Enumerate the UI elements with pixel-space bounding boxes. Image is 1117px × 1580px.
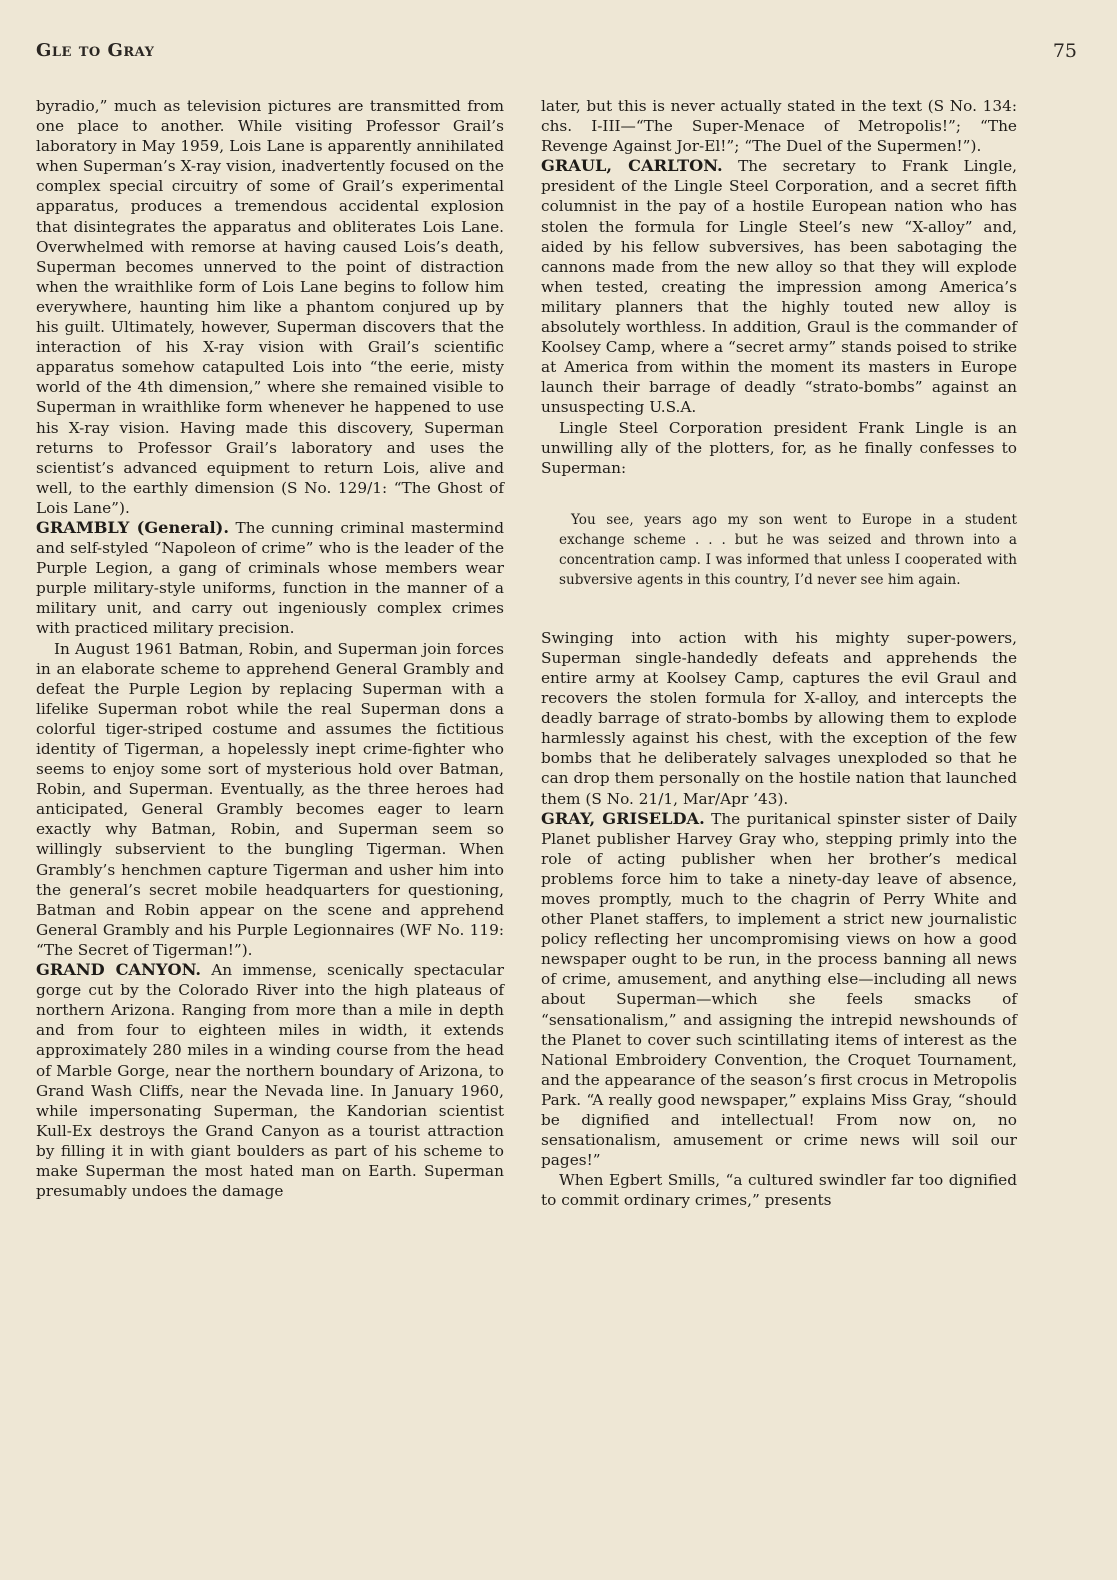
page-number: 75 <box>1052 40 1077 62</box>
paragraph-grail-conclusion: byradio,” much as television pictures are transmitted from one place to another. While visiting Professor Grail’s laboratory in May 1959, Lois Lane is apparently annihilated when Superman’s X-ray vision, inadvertently focused on the complex special circuitry of some of Grail’s experimental apparatus, produces a tremendous accidental explosion that disintegrates the apparatus and obliterates Lois Lane. Overwhelmed with remorse at having caused Lois’s death, Superman becomes unnerved to the point of distraction when the wraithlike form of Lois Lane begins to follow him everywhere, haunting him like a phantom conjured up by his guilt. Ultimately, however, Superman discovers that the interaction of his X-ray vision with Grail’s scientific apparatus somehow catapulted Lois into “the eerie, misty world of the 4th dimension,” where she remained visible to Superman in wraithlike form whenever he happened to use his X-ray vision. Having made this discovery, Superman returns to Professor Grail’s laboratory and uses the scientist’s advanced equipment to return Lois, alive and well, to the earthly dimension (S No. 129/1: “The Ghost of Lois Lane”). <box>36 97 504 517</box>
entry-grand-canyon <box>36 960 504 1201</box>
right-column <box>541 96 1017 1211</box>
block-quote-text: You see, years ago my son went to Europe in a student exchange scheme . . . but he was seized and thrown into a concentration camp. I was informed that unless I cooperated with subversive agents in this country, I’d never see him again. <box>559 511 1017 588</box>
entry-body-grand-canyon: An immense, scenically spectacular gorge cut by the Colorado River into the high plateaus of northern Arizona. Ranging from more than a mile in depth and from four to eighteen miles in width, it extends approximately 280 miles in a winding course from the head of Marble Gorge, near the northern boundary of Arizona, to Grand Wash Cliffs, near the Nevada line. In January 1960, while impersonating Superman, the Kandorian scientist Kull-Ex destroys the Grand Canyon as a tourist attraction by filling it in with giant boulders as part of his scheme to make Superman the most hated man on Earth. Superman presumably undoes the damage <box>36 961 504 1201</box>
left-column <box>36 96 504 1201</box>
entry-heading-grambly: GRAMBLY (General). <box>36 517 229 537</box>
paragraph-grambly-tigerman: In August 1961 Batman, Robin, and Superman join forces in an elaborate scheme to apprehend General Grambly and defeat the Purple Legion by replacing Superman with a lifelike Superman robot while the real Superman dons a colorful tiger-striped costume and assumes the fictitious identity of Tigerman, a hopelessly inept crime-fighter who seems to enjoy some sort of mysterious hold over Batman, Robin, and Superman. Eventually, as the three heroes had anticipated, General Grambly becomes eager to learn exactly why Batman, Robin, and Superman seem so willingly subservient to the bungling Tigerman. When Grambly’s henchmen capture Tigerman and usher him into the general’s secret mobile headquarters for questioning, Batman and Robin appear on the scene and apprehend General Grambly and his Purple Legionnaires (WF No. 119: “The Secret of Tigerman!”). <box>36 639 504 959</box>
entry-body-graul: The secretary to Frank Lingle, president of the Lingle Steel Corporation, and a secret fifth columnist in the pay of a hostile European nation who has stolen the formula for Lingle Steel’s new “X-alloy” and, aided by his fellow subversives, has been sabotaging the cannons made from the new alloy so that they will explode when tested, creating the impression among America’s military planners that the highly touted new alloy is absolutely worthless. In addition, Graul is the commander of Koolsey Camp, where a “secret army” stands poised to strike at America from within the moment its masters in Europe launch their barrage of deadly “strato-bombs” against an unsuspecting U.S.A. <box>541 157 1017 417</box>
paragraph-egbert-smills: When Egbert Smills, “a cultured swindler far too dignified to commit ordinary crimes,” presents <box>541 1171 1017 1210</box>
paragraph-canyon-conclusion: later, but this is never actually stated in the text (S No. 134: chs. I-III—“The Super-Menace of Metropolis!”; “The Revenge Against Jor-El!”; “The Duel of the Supermen!”). <box>541 97 1017 156</box>
running-head: Gle to Gray <box>36 40 155 61</box>
entry-heading-grand-canyon: GRAND CANYON. <box>36 960 201 980</box>
entry-body-gray-griselda: The puritanical spinster sister of Daily Planet publisher Harvey Gray who, stepping primly into the role of acting publisher when her brother’s medical problems force him to take a ninety-day leave of absence, moves promptly, much to the chagrin of Perry White and other Planet staffers, to implement a strict new journalistic policy reflecting her uncompromising views on how a good newspaper ought to be run, in the process banning all news of crime, amusement, and anything else—including all news about Superman—which she feels smacks of “sensationalism,” and assigning the intrepid newshounds of the Planet to cover such scintillating items of interest as the National Embroidery Convention, the Croquet Tournament, and the appearance of the season’s first crocus in Metropolis Park. “A really good newspaper,” explains Miss Gray, “should be dignified and intellectual! From now on, no sensationalism, amusement or crime news will soil our pages!” <box>541 809 1017 1170</box>
entry-heading-gray-griselda: GRAY, GRISELDA. <box>541 808 705 828</box>
entry-body-grambly: The cunning criminal mastermind and self-styled “Napoleon of crime” who is the leader of the Purple Legion, a gang of criminals whose members wear purple military-style uniforms, function in the manner of a military unit, and carry out ingeniously complex crimes with practiced military precision. <box>36 518 504 638</box>
paragraph-koolsey-camp: Swinging into action with his mighty super-powers, Superman single-handedly defeats and apprehends the entire army at Koolsey Camp, captures the evil Graul and recovers the stolen formula for X-alloy, and intercepts the deadly barrage of strato-bombs by allowing them to explode harmlessly against his chest, with the exception of the few bombs that he deliberately salvages unexploded so that he can drop them personally on the hostile nation that launched them (S No. 21/1, Mar/Apr ’43). <box>541 628 1017 808</box>
entry-grambly <box>36 518 504 639</box>
entry-gray-griselda <box>541 809 1017 1171</box>
entry-heading-graul: GRAUL, CARLTON. <box>541 156 723 176</box>
page-header <box>36 40 1077 70</box>
block-quote <box>559 510 1017 590</box>
paragraph-lingle: Lingle Steel Corporation president Frank Lingle is an unwilling ally of the plotters, for, as he finally confesses to Superman: <box>541 418 1017 477</box>
entry-graul <box>541 156 1017 417</box>
